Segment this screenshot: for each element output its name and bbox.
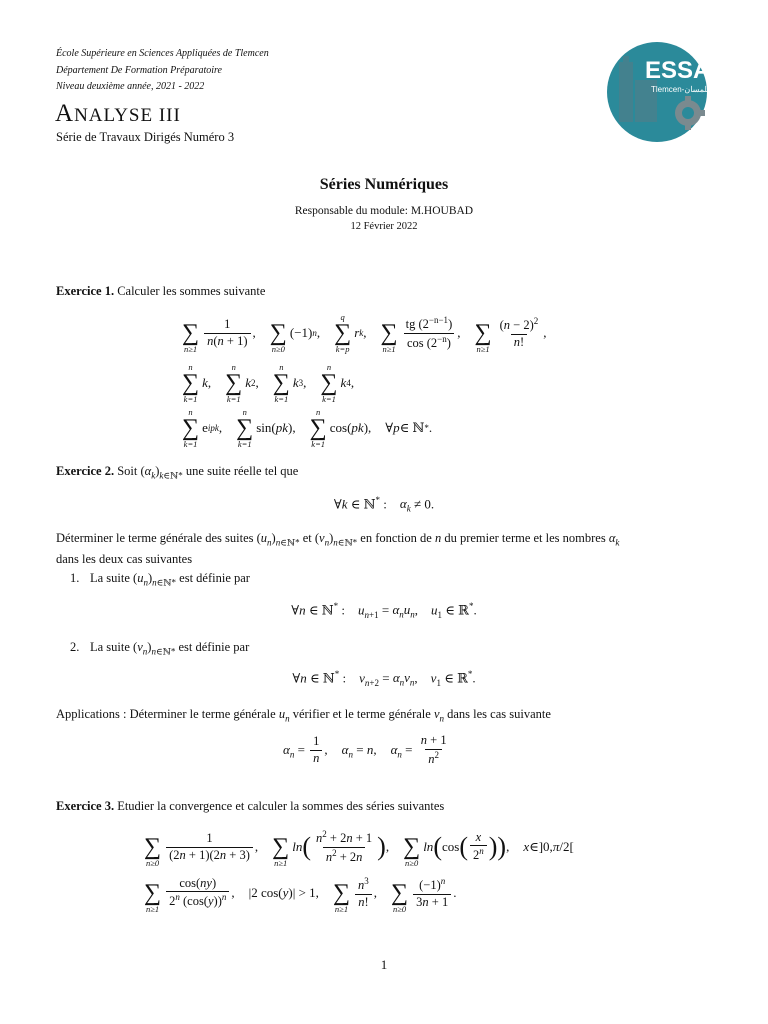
ex1-formula-line-1: ∑ n≥1 $\frac{1}{n(n + 1)}$ , ∑ n≥0 (−1) n , q ∑ k=p r k , ∑ n≥1 $\frac{tg (2^{-n-1})}{\cos (2^{-n})}$ , ∑ n≥1 $\frac{(n - 2)^2}{n!}$ , <box>182 312 547 354</box>
ex2-determine: Déterminer le terme générale des suites $(u_n)_{n\in ℕ*}$ et $(v_n)_{n\in ℕ*}$ en fonction de n du premier terme et les nombres $\alpha_k$ dans les deux cas suivantes <box>56 531 620 566</box>
logo-subtext: Tlemcen-تلمسان <box>651 85 709 94</box>
course-title: ANALYSE III <box>55 100 181 127</box>
ex1-formula-line-2: n ∑ k=1 k , n ∑ k=1 k 2 , n ∑ k=1 k 3 , n ∑ k=1 k 4 , <box>182 362 355 404</box>
logo-text: ESSA <box>645 57 709 84</box>
ex2-item-1-formula: ∀n ∈ ℕ* : $u_{n+1} = \alpha_nu_n$, $u_1$ ∈ ℝ*. <box>291 601 477 620</box>
exercise-1-statement: Exercice 1. Calculer les sommes suivante <box>56 284 266 298</box>
exercise-3-statement: Exercice 3. Etudier la convergence et calculer la sommes des séries suivantes <box>56 799 445 813</box>
ex2-applications: Applications : Déterminer le terme générale $u_n$ vérifier et le terme générale $v_n$ dans les cas suivante <box>56 707 551 724</box>
document-title: Séries Numériques <box>319 176 449 193</box>
header-school: École Supérieure en Sciences Appliquées de Tlemcen <box>56 48 269 59</box>
ex3-formula-line-2: ∑ n≥1 $\frac{\cos(ny)}{2^n (\cos(y))^n}$ , |2 cos( y )| > 1, ∑ n≥1 $\frac{n^3}{n!}$ , ∑ n≥0 $\frac{(-1)^n}{3n + 1}$ . <box>144 875 457 914</box>
ex2-item-2-formula: ∀n ∈ ℕ* : $v_{n+2} = \alpha_nv_n$, $v_1$ ∈ ℝ*. <box>292 669 476 688</box>
ex2-item-1: 1. La suite $(u_n)_{n\in ℕ*}$ est définie par <box>70 571 250 588</box>
ex1-formula-line-3: n ∑ k=1 e ipk , n ∑ k=1 sin( pk ), n ∑ k=1 cos( pk ), ∀ p ∈ ℕ * . <box>182 407 433 449</box>
page-number: 1 <box>380 957 388 972</box>
essa-logo <box>605 40 709 144</box>
series-subtitle: Série de Travaux Dirigés Numéro 3 <box>56 130 235 144</box>
header-department: Département De Formation Préparatoire <box>56 65 222 76</box>
ex2-condition: ∀k ∈ ℕ* : $\alpha_k \ne 0$. <box>333 495 435 514</box>
ex2-application-cases: $\alpha_n$ = $\frac{1}{n}$ , $\alpha_n$ = n , $\alpha_n$ = $\frac{n + 1}{n^2}$ <box>283 733 447 766</box>
date: 12 Février 2022 <box>350 221 418 232</box>
ex2-item-2: 2. La suite $(v_n)_{n\in ℕ*}$ est définie par <box>70 640 250 657</box>
exercise-2-statement: Exercice 2. Soit $(\alpha_k)_{k\in ℕ*}$ une suite réelle tel que <box>56 464 299 481</box>
ex3-formula-line-1: ∑ n≥0 $\frac{1}{(2n + 1)(2n + 3)}$ , ∑ n≥1 ln ( $\frac{n^2 + 2n + 1}{n^2 + 2n}$ ) , ∑ n≥0 ln ( cos ( $\frac{x}{2^n}$ )) , x ∈]0, π /2[ <box>144 828 574 868</box>
responsable: Responsable du module: M.HOUBAD <box>294 205 474 217</box>
header-level: Niveau deuxième année, 2021 - 2022 <box>56 81 205 92</box>
